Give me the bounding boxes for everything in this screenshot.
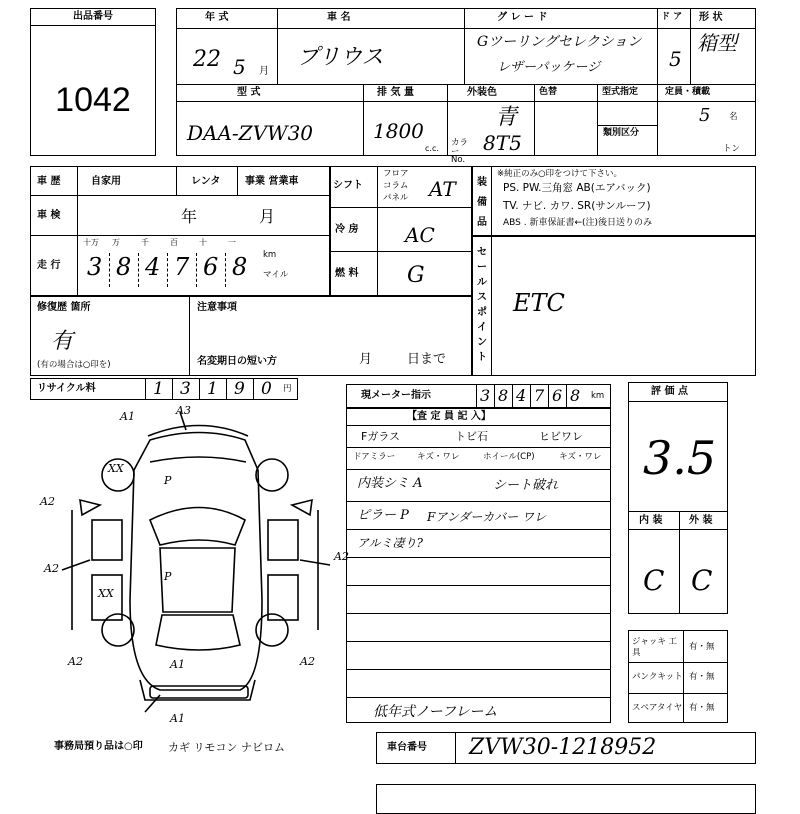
- shaken-year-label: 年: [181, 207, 198, 226]
- recycle-digit: 3: [180, 379, 191, 399]
- mileage-digit: 7: [174, 253, 190, 281]
- mileage-digit: 4: [145, 253, 161, 281]
- windshield: [150, 508, 245, 546]
- equipment-note: ※純正のみ○印をつけて下さい。: [497, 169, 623, 179]
- grade-line2: レザーパッケージ: [497, 60, 601, 75]
- comment-2: シート破れ: [493, 478, 559, 493]
- doors-value: 5: [669, 47, 682, 71]
- repair-label: 修復歴 箇所: [37, 302, 91, 313]
- cc-value: 1800: [373, 119, 424, 143]
- meter-digit: 3: [480, 386, 491, 405]
- interior-grade: C: [643, 564, 665, 597]
- rear-window: [156, 615, 240, 650]
- meter-digit: 6: [552, 386, 563, 405]
- right-front-door: [268, 520, 298, 560]
- exterior-label: 外 装: [689, 515, 713, 526]
- exterior-grade: C: [691, 564, 713, 597]
- recycle-unit: 円: [283, 384, 292, 394]
- recycle-digit: 1: [153, 379, 164, 399]
- meter-digit: 4: [516, 386, 527, 405]
- sales-point-label: セールスポイント: [477, 247, 487, 363]
- shift-label: シフト: [333, 180, 363, 191]
- mark-roof-p: P: [164, 570, 172, 583]
- mile-label: マイル: [263, 270, 289, 280]
- repair-note: (有の場合は○印を): [37, 360, 111, 370]
- ac-label: 冷 房: [335, 224, 359, 235]
- left-front-door: [92, 520, 122, 560]
- type-designation-label: 型式指定: [602, 87, 639, 97]
- ton-unit: トン: [723, 144, 741, 154]
- class-label: 類別区分: [603, 128, 640, 138]
- door-mirror-label: ドアミラー: [353, 452, 396, 462]
- front-bumper: [148, 426, 248, 437]
- color-no-value: 8T5: [483, 131, 522, 155]
- sales-point-value: ETC: [513, 289, 565, 317]
- seats-unit: 名: [729, 112, 738, 122]
- mileage-digit: 8: [116, 253, 132, 281]
- history-opt-business: 事業 営業車: [245, 176, 299, 187]
- fuel-label: 燃 料: [335, 268, 359, 279]
- meter-digit: 8: [498, 386, 509, 405]
- mileage-unit: 千: [141, 238, 149, 247]
- left-mirror: [80, 500, 100, 515]
- mileage-unit: 百: [170, 238, 178, 247]
- body-type-label: 形 状: [699, 12, 723, 23]
- comment-4: Fアンダーカバー ワレ: [427, 510, 546, 524]
- fuel-value: G: [407, 263, 425, 288]
- shaken-month-label: 月: [259, 207, 276, 226]
- mileage-label: 走 行: [37, 260, 61, 271]
- ac-value: AC: [405, 223, 435, 247]
- kit-opts: 有・無: [689, 672, 715, 682]
- jack-opts: 有・無: [689, 642, 715, 652]
- history-opt-private: 自家用: [91, 176, 121, 187]
- recycle-digit: 1: [207, 379, 218, 399]
- leader-left: [62, 560, 90, 570]
- mileage-unit: 万: [112, 238, 120, 247]
- equipment-line2: TV. ナビ. カワ. SR(サンルーフ): [503, 200, 651, 212]
- right-mirror: [292, 500, 312, 515]
- mark-bottom-a1: A1: [170, 712, 185, 725]
- color-value: 青: [495, 105, 518, 130]
- equipment-line1: PS. PW.三角窓 AB(エアバック): [503, 182, 651, 194]
- shift-opt-floor: フロア: [383, 169, 409, 179]
- color-no-label: カラー No.: [451, 138, 469, 165]
- rear-garnish: [150, 686, 248, 698]
- mileage-unit: 一: [228, 238, 236, 247]
- mark-left-mirror: A2: [40, 495, 55, 508]
- meter-digit: 7: [534, 386, 545, 405]
- shift-opt-panel: パネル: [383, 193, 409, 203]
- car-name-label: 車 名: [327, 12, 351, 23]
- spare-opts: 有・無: [689, 703, 715, 713]
- lot-label: 出品番号: [73, 11, 113, 22]
- mark-left-rear-xx: XX: [98, 587, 114, 600]
- jack-label: ジャッキ 工具: [632, 637, 678, 658]
- recycle-label: リサイクル料: [37, 383, 96, 394]
- wheel-label: ホイール(CP): [483, 452, 535, 462]
- mileage-unit: 十: [199, 238, 207, 247]
- comment-6: 低年式ノーフレーム: [373, 704, 498, 720]
- cc-unit: c.c.: [425, 144, 439, 153]
- mileage-digit: 3: [87, 253, 103, 281]
- shift-opt-column: コラム: [383, 181, 409, 191]
- color-label: 外装色: [467, 87, 497, 98]
- spare-tire-label: スペアタイヤ: [632, 703, 683, 713]
- mark-left-rear-a2: A2: [68, 655, 83, 668]
- chassis-label: 車台番号: [387, 742, 427, 753]
- comment-3: ピラー P: [357, 508, 409, 523]
- wheel-rear-left: [102, 614, 134, 646]
- body-type-value: 箱型: [697, 31, 737, 55]
- lot-number: 1042: [55, 81, 131, 119]
- grade-line1: Gツーリングセレクション: [477, 34, 642, 50]
- equipment-line3: ABS . 新車保証書←(注)後日送りのみ: [503, 218, 653, 228]
- wheel-front-right: [256, 459, 288, 491]
- mileage-digit: 8: [232, 253, 248, 281]
- seats-value: 5: [699, 105, 711, 126]
- cc-label: 排 気 量: [377, 87, 414, 98]
- meter-unit: km: [591, 391, 605, 401]
- mileage-digit: 6: [203, 253, 219, 281]
- interior-label: 内 装: [639, 515, 663, 526]
- hood-line: [150, 457, 246, 462]
- score-value: 3.5: [643, 431, 717, 485]
- tobi-ishi-label: トビ石: [455, 430, 488, 443]
- inspector-title: 【査 定 員 記 入】: [407, 411, 491, 422]
- office-items: カギ リモコン ナビロム: [168, 741, 285, 754]
- km-label: km: [263, 250, 277, 260]
- car-body-outline: [130, 433, 262, 691]
- mark-left-front-xx: XX: [108, 462, 124, 475]
- deadline-month: 月: [359, 352, 373, 367]
- month-unit: 月: [259, 66, 269, 77]
- mark-right-rear-a2: A2: [300, 655, 315, 668]
- deadline-day: 日まで: [407, 352, 447, 367]
- mark-front-left: A1: [120, 410, 135, 423]
- equipment-label: 装備品: [477, 177, 487, 228]
- mileage-unit: 十万: [83, 238, 99, 247]
- meter-digit: 8: [570, 386, 581, 405]
- repair-value: 有: [51, 329, 74, 354]
- history-label: 車 歴: [37, 176, 61, 187]
- model-label: 型 式: [237, 87, 261, 98]
- meter-label: 現メーター指示: [361, 390, 431, 401]
- comment-5: アルミ凄り?: [357, 536, 423, 550]
- seats-label: 定員・積載: [665, 87, 711, 97]
- recycle-digit: 9: [234, 379, 245, 399]
- shift-value: AT: [429, 177, 456, 201]
- year-label: 年 式: [205, 12, 229, 23]
- office-items-label: 事務局預り品は○印: [54, 741, 143, 752]
- recycle-digit: 0: [261, 379, 272, 399]
- puncture-kit-label: パンクキット: [632, 672, 683, 682]
- car-name-value: プリウス: [297, 45, 384, 70]
- chassis-value: ZVW30-1218952: [469, 735, 657, 760]
- month-value: 5: [233, 55, 246, 79]
- deadline-label: 名変期日の短い方: [197, 356, 277, 367]
- f-glass-label: Fガラス: [361, 430, 400, 443]
- year-value: 22: [193, 47, 221, 72]
- leader-right: [300, 560, 330, 565]
- comment-1: 内装シミ A: [357, 476, 423, 491]
- shaken-label: 車 検: [37, 210, 61, 221]
- door-label: ド ア: [661, 12, 683, 22]
- model-value: DAA-ZVW30: [187, 121, 314, 145]
- door-mirror-opts: キズ・ワレ: [417, 452, 460, 462]
- wheel-opts: キズ・ワレ: [559, 452, 602, 462]
- mark-rear-a1: A1: [170, 658, 185, 671]
- history-opt-rental: レンタ: [191, 176, 221, 187]
- mark-right-a2: A2: [334, 550, 349, 563]
- score-label: 評 価 点: [651, 386, 688, 397]
- mark-front-a3: A3: [176, 404, 191, 417]
- mark-hood-p: P: [164, 474, 172, 487]
- hibiware-label: ヒビワレ: [539, 430, 583, 443]
- grade-label: グ レ ー ド: [497, 12, 548, 23]
- mark-left-a2: A2: [44, 562, 59, 575]
- notes-label: 注意事項: [197, 302, 237, 313]
- color-change-label: 色替: [539, 87, 558, 97]
